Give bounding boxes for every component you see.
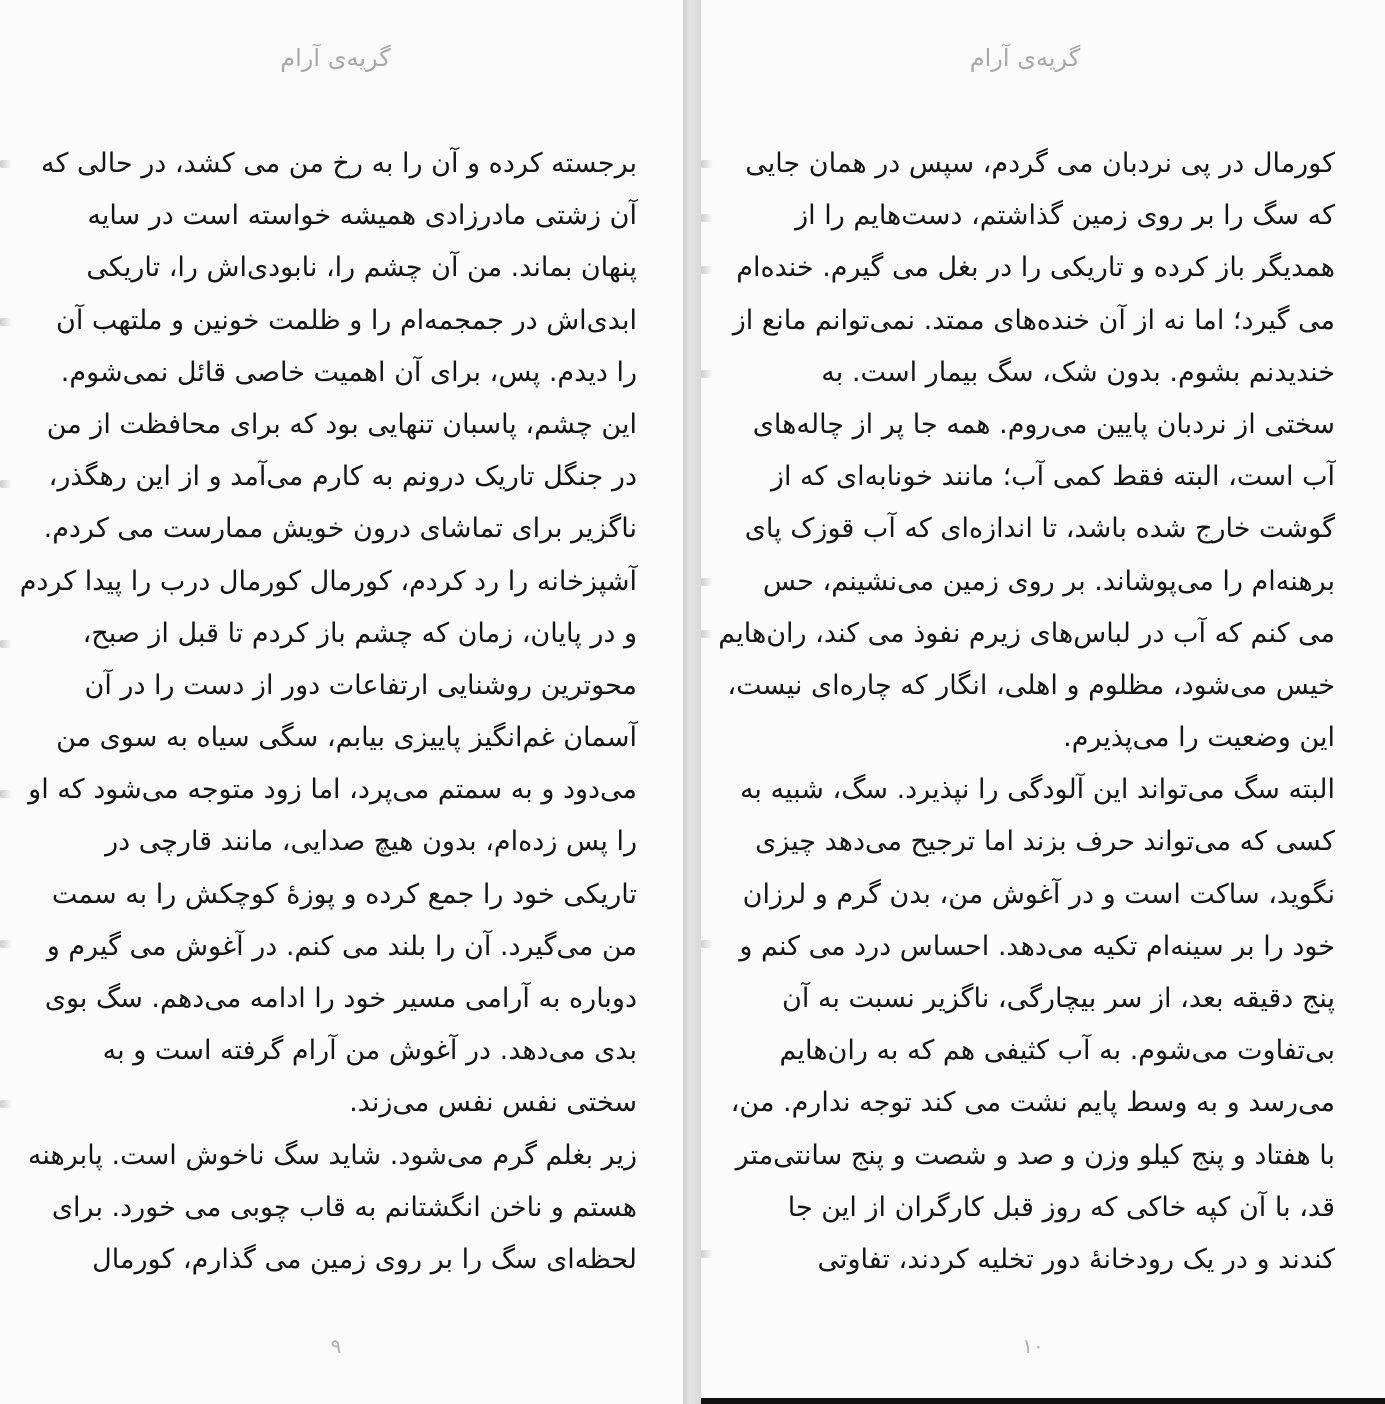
edge-mark <box>701 266 713 274</box>
edge-mark <box>701 214 713 222</box>
text-line: ناگزیر برای تماشای درون خویش ممارست می کردم. <box>43 513 637 545</box>
text-line: کندند و در یک رودخانهٔ دور تخلیه کردند، تفاوتی <box>817 1243 1335 1275</box>
edge-mark <box>701 370 713 378</box>
text-line: خیس می‌شود، مظلوم و اهلی، انگار که چاره‌ای نیست، <box>727 669 1335 701</box>
text-line: قد، با آن کپه خاکی که روز قبل کارگران از این جا <box>787 1191 1335 1223</box>
text-line: لحظه‌ای سگ را بر روی زمین می گذارم، کورمال <box>92 1243 637 1275</box>
page-number: ۱۰ <box>1022 1334 1044 1358</box>
text-line: همدیگر باز کرده و تاریکی را در بغل می گیرم. خنده‌ام <box>736 252 1335 284</box>
text-line: آب است، البته فقط کمی آب؛ مانند خونابه‌ای که از <box>770 461 1335 493</box>
running-title: گریه‌ی آرام <box>969 44 1081 72</box>
text-line: آسمان غم‌انگیز پاییزی بیابم، سگی سیاه به سوی من <box>56 722 637 754</box>
text-line: می کنم که آب در لباس‌های زیرم نفوذ می کند، ران‌هایم <box>718 617 1335 649</box>
edge-mark <box>701 940 713 948</box>
text-line: را دیدم. پس، برای آن اهمیت خاصی قائل نمی‌شوم. <box>60 356 637 388</box>
text-line: برجسته کرده و آن را به رخ من می کشد، در حالی که <box>41 148 637 179</box>
text-line: با هفتاد و پنج کیلو وزن و صد و شصت و پنج سانتی‌متر <box>735 1139 1335 1171</box>
edge-mark <box>701 160 713 168</box>
edge-mark <box>0 318 12 326</box>
text-line: نگوید، ساکت است و در آغوش من، بدن گرم و لرزان <box>742 878 1335 910</box>
text-line: کسی که می‌تواند حرف بزند اما ترجیح می‌دهد چیزی <box>755 826 1335 858</box>
text-line: البته سگ می‌تواند این آلودگی را نپذیرد. سگ، شبیه به <box>739 774 1335 806</box>
text-line: تاریکی خود را جمع کرده و پوزهٔ کوچکش را به سمت <box>51 878 637 910</box>
edge-mark <box>0 790 12 798</box>
text-line: دوباره به آرامی مسیر خود را ادامه می‌دهم. سگ بوی <box>44 983 637 1014</box>
text-line: کورمال در پی نردبان می گردم، سپس در همان جایی <box>745 148 1335 179</box>
text-line: می‌دود و به سمتم می‌پرد، اما زود متوجه می‌شود که او <box>28 774 637 806</box>
text-line: سختی نفس نفس می‌زند. <box>349 1087 637 1119</box>
edge-mark <box>0 1100 12 1108</box>
text-line: بدی می‌دهد. در آغوش من آرام گرفته است و به <box>102 1035 637 1067</box>
text-line: بی‌تفاوت می‌شوم. به آب کثیفی هم که به ران‌هایم <box>779 1035 1335 1067</box>
book-gutter <box>683 0 701 1404</box>
edge-mark <box>0 160 12 168</box>
text-line: پنج دقیقه بعد، از سر بیچارگی، ناگزیر نسبت به آن <box>782 983 1335 1014</box>
text-line: محوترین روشنایی ارتفاعات دور از دست را در آن <box>84 669 637 701</box>
text-line: برهنه‌ام را می‌پوشاند. بر روی زمین می‌نشینم، حس <box>762 565 1335 597</box>
page-number: ۹ <box>330 1334 342 1358</box>
page-body-text <box>718 138 1335 1286</box>
text-line: خود را بر سینه‌ام تکیه می‌دهد. احساس درد می کنم و <box>739 930 1335 962</box>
text-line: می‌رسد و به وسط پایم نشت می کند توجه ندارم. من، <box>730 1087 1335 1119</box>
edge-mark <box>0 480 12 488</box>
text-line: زیر بغلم گرم می‌شود. شاید سگ ناخوش است. پابرهنه <box>27 1139 637 1171</box>
edge-mark <box>701 1250 713 1258</box>
text-line: سختی از نردبان پایین می‌روم. همه جا پر از چاله‌های <box>752 408 1335 440</box>
page-body-text <box>19 138 637 1286</box>
screen-bottom-edge <box>701 1398 1385 1404</box>
edge-mark <box>701 578 713 586</box>
text-line: ابدی‌اش در جمجمه‌ام را و ظلمت خونین و ملتهب آن <box>56 304 637 336</box>
running-title: گریه‌ی آرام <box>280 44 391 72</box>
text-line: این چشم، پاسبان تنهایی بود که برای محافظت از من <box>46 408 637 440</box>
text-line: آن زشتی مادرزادی همیشه خواسته است در سایه <box>87 200 637 232</box>
text-line: و در پایان، زمان که چشم باز کردم تا قبل از صبح، <box>82 617 637 649</box>
text-line: این وضعیت را می‌پذیرم. <box>1063 722 1335 754</box>
text-line: گوشت خارج شده باشد، تا اندازه‌ای که آب قوزک پای <box>744 513 1335 545</box>
text-line: من می‌گیرد. آن را بلند می کنم. در آغوش می گیرم و <box>46 930 637 962</box>
text-line: را پس زده‌ام، بدون هیچ صدایی، مانند قارچی در <box>105 826 637 858</box>
text-line: پنهان بماند. من آن چشم را، نابودی‌اش را، تاریکی <box>86 252 637 284</box>
right-page[interactable] <box>701 0 1385 1398</box>
left-page[interactable] <box>0 0 683 1404</box>
text-line: هستم و ناخن انگشتانم به قاب چوبی می خورد. برای <box>51 1191 637 1223</box>
text-line: آشپزخانه را رد کردم، کورمال کورمال درب را پیدا کردم <box>19 565 637 597</box>
edge-mark <box>701 630 713 638</box>
text-line: که سگ را بر روی زمین گذاشتم، دست‌هایم را از <box>795 200 1335 232</box>
text-line: می گیرد؛ اما نه از آن خنده‌های ممتد. نمی‌توانم مانع از <box>732 304 1335 336</box>
edge-mark <box>0 640 12 648</box>
text-line: خندیدنم بشوم. بدون شک، سگ بیمار است. به <box>821 356 1335 388</box>
edge-mark <box>0 940 12 948</box>
text-line: در جنگل تاریک درونم به کارم می‌آمد و از این رهگذر، <box>48 461 637 493</box>
